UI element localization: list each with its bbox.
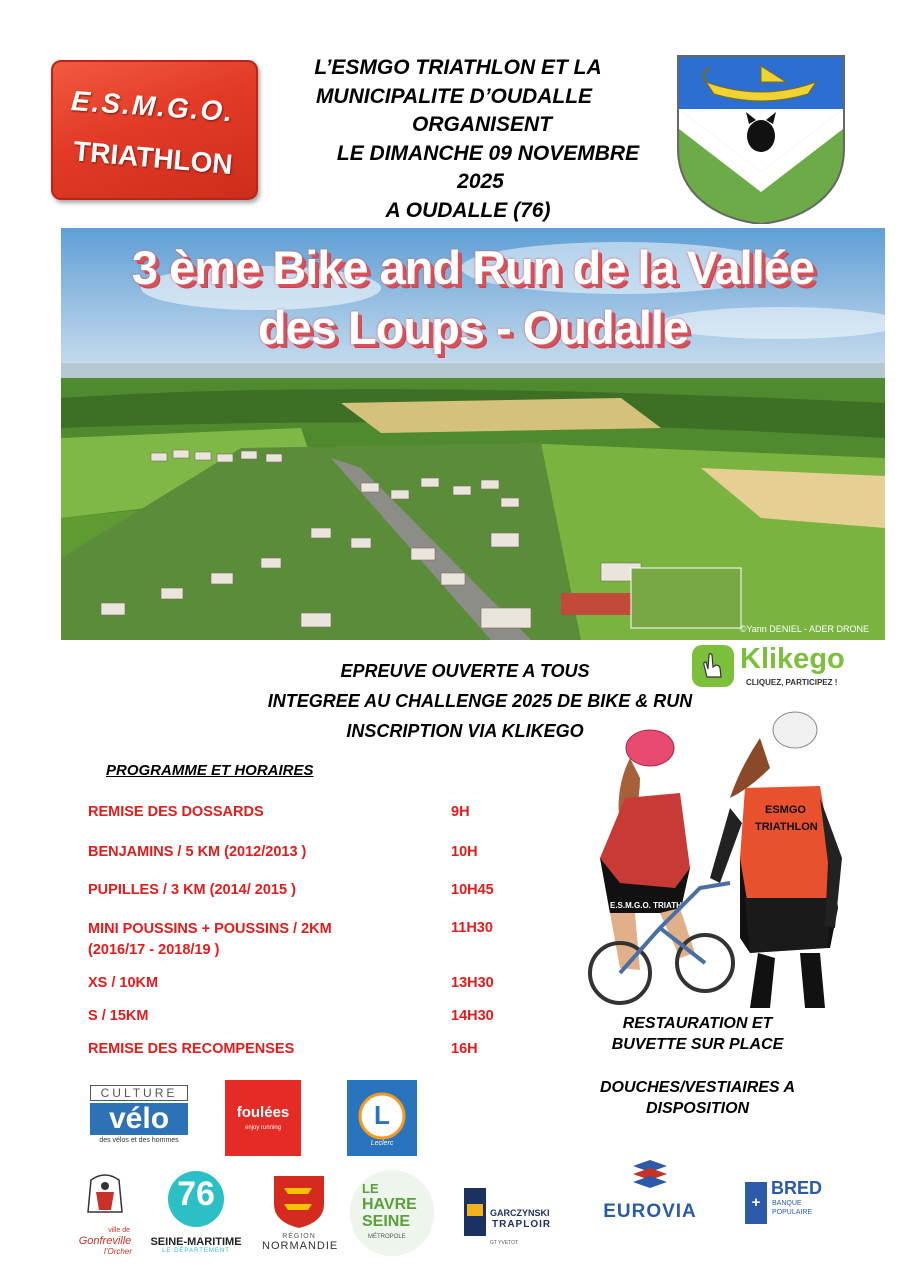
schedule-item-time: 10H45 [451,882,494,898]
klikego-tagline: CLIQUEZ, PARTICIPEZ ! [746,678,838,687]
event-title-line2: des Loups - Oudalle [257,301,689,354]
schedule-item-label: REMISE DES RECOMPENSES [88,1041,295,1057]
gonfreville-line2: Gonfreville [78,1235,132,1247]
le-havre-line2: HAVRE [362,1196,417,1213]
services-line3: DOUCHES/VESTIAIRES A [600,1079,795,1096]
foulees-name: foulées [236,1104,290,1121]
schedule-item-label: PUPILLES / 3 KM (2014/ 2015 ) [88,882,296,898]
jersey-text-top: ESMGO [765,804,806,816]
club-logo [51,60,258,200]
schedule-item-time: 13H30 [451,975,494,991]
schedule-item-label: MINI POUSSINS + POUSSINS / 2KM [88,921,332,937]
seine-maritime-name: SEINE-MARITIME [150,1236,242,1248]
sponsor-normandie-logo [262,1174,339,1254]
eurovia-name: EUROVIA [603,1201,697,1222]
seine-maritime-num: 76 [177,1175,215,1213]
sponsor-gonfreville-logo [66,1172,144,1254]
coat-of-arms-icon [676,54,846,224]
le-havre-line1: LE [362,1181,379,1196]
klikego-name: Klikego [740,643,845,675]
schedule-item-label: XS / 10KM [88,975,159,991]
le-havre-sub: MÉTROPOLE [368,1234,406,1240]
garczynski-bar-icon [464,1188,486,1236]
schedule-item-time: 14H30 [451,1008,494,1024]
sponsor-seine-maritime-logo [145,1170,247,1256]
normandie-line1: RÉGION [282,1233,316,1240]
klikego-hand-icon [690,643,736,689]
programme-title: PROGRAMME ET HORAIRES [106,762,314,779]
club-logo-line2: TRIATHLON [72,135,234,181]
garczynski-line2: TRAPLOIR [492,1219,552,1230]
normandie-lions-icon [262,1174,336,1228]
services-info [560,1013,835,1119]
photo-credit: ©Yann DENIEL - ADER DRONE [739,624,869,634]
organizers-line: L’ESMGO TRIATHLON ET LA [314,56,602,79]
services-line1: RESTAURATION ET [622,1015,773,1032]
schedule-item-label-years: (2016/17 - 2018/19 ) [88,942,220,958]
klikego-logo[interactable] [690,643,880,691]
bred-sub2: POPULAIRE [772,1209,813,1216]
sponsor-le-havre-seine-logo [350,1170,434,1256]
event-info-line1: EPREUVE OUVERTE A TOUS [340,661,590,681]
normandie-line2: NORMANDIE [262,1240,339,1252]
gonfreville-emblem-icon [66,1172,144,1222]
event-info-line3: INSCRIPTION VIA KLIKEGO [346,721,584,741]
gonfreville-line1: ville de [108,1227,130,1234]
services-line2: BUVETTE SUR PLACE [611,1036,784,1053]
sponsor-foulees-logo [225,1080,301,1156]
garczynski-sub: GT YVETOT [490,1240,519,1246]
garczynski-line1: GARCZYNSKI [490,1208,550,1218]
sponsor-leclerc-logo [347,1080,417,1156]
bred-name: BRED [771,1178,823,1198]
shorts-text: E.S.M.G.O. TRIATHLON [610,901,699,910]
sponsor-eurovia-logo [595,1160,705,1222]
organizers-line: LE DIMANCHE 09 NOVEMBRE [336,141,640,165]
schedule-item-label: REMISE DES DOSSARDS [88,804,264,820]
organizers-line: A OUDALLE (76) [385,198,551,222]
schedule-item-time: 10H [451,844,478,860]
schedule-item-time: 11H30 [451,920,493,936]
sponsor-bred-logo [745,1178,825,1228]
schedule-item-time: 16H [451,1041,478,1057]
event-info-line2: INTEGREE AU CHALLENGE 2025 DE BIKE & RUN [267,691,693,711]
leclerc-letter: L [374,1100,390,1130]
organizers-line: MUNICIPALITE D’OUDALLE [315,84,593,108]
organizers-text [268,54,668,225]
schedule-item-label: S / 15KM [88,1008,149,1024]
athletes-image [580,708,845,1008]
club-logo-line1: E.S.M.G.O. [70,85,236,128]
bred-square-icon: + [745,1182,767,1224]
eurovia-stack-icon [595,1160,705,1196]
bred-sub1: BANQUE [772,1200,802,1207]
schedule-item-label: BENJAMINS / 5 KM (2012/2013 ) [88,844,307,860]
culture-velo-main: vélo [90,1103,188,1135]
organizers-line: ORGANISENT [411,113,552,136]
foulees-sub: enjoy running [244,1125,282,1131]
seine-maritime-sub: LE DÉPARTEMENT [162,1248,230,1254]
sponsor-culture-velo-logo [90,1085,188,1145]
jersey-text-bottom: TRIATHLON [755,821,818,833]
services-line4: DISPOSITION [645,1100,750,1117]
gonfreville-line3: l’Orcher [103,1247,132,1256]
schedule-item-time: 9H [451,804,470,820]
banner-photo [61,228,885,640]
culture-velo-top: CULTURE [90,1085,188,1101]
organizers-line: 2025 [457,170,504,193]
leclerc-sub: Leclerc [370,1140,394,1147]
le-havre-line3: SEINE [362,1213,411,1230]
sponsor-garczynski-logo [464,1188,564,1248]
culture-velo-sub: des vélos et des hommes [99,1137,179,1144]
event-title [61,238,885,358]
event-title-line1: 3 ème Bike and Run de la Vallée [131,241,815,294]
